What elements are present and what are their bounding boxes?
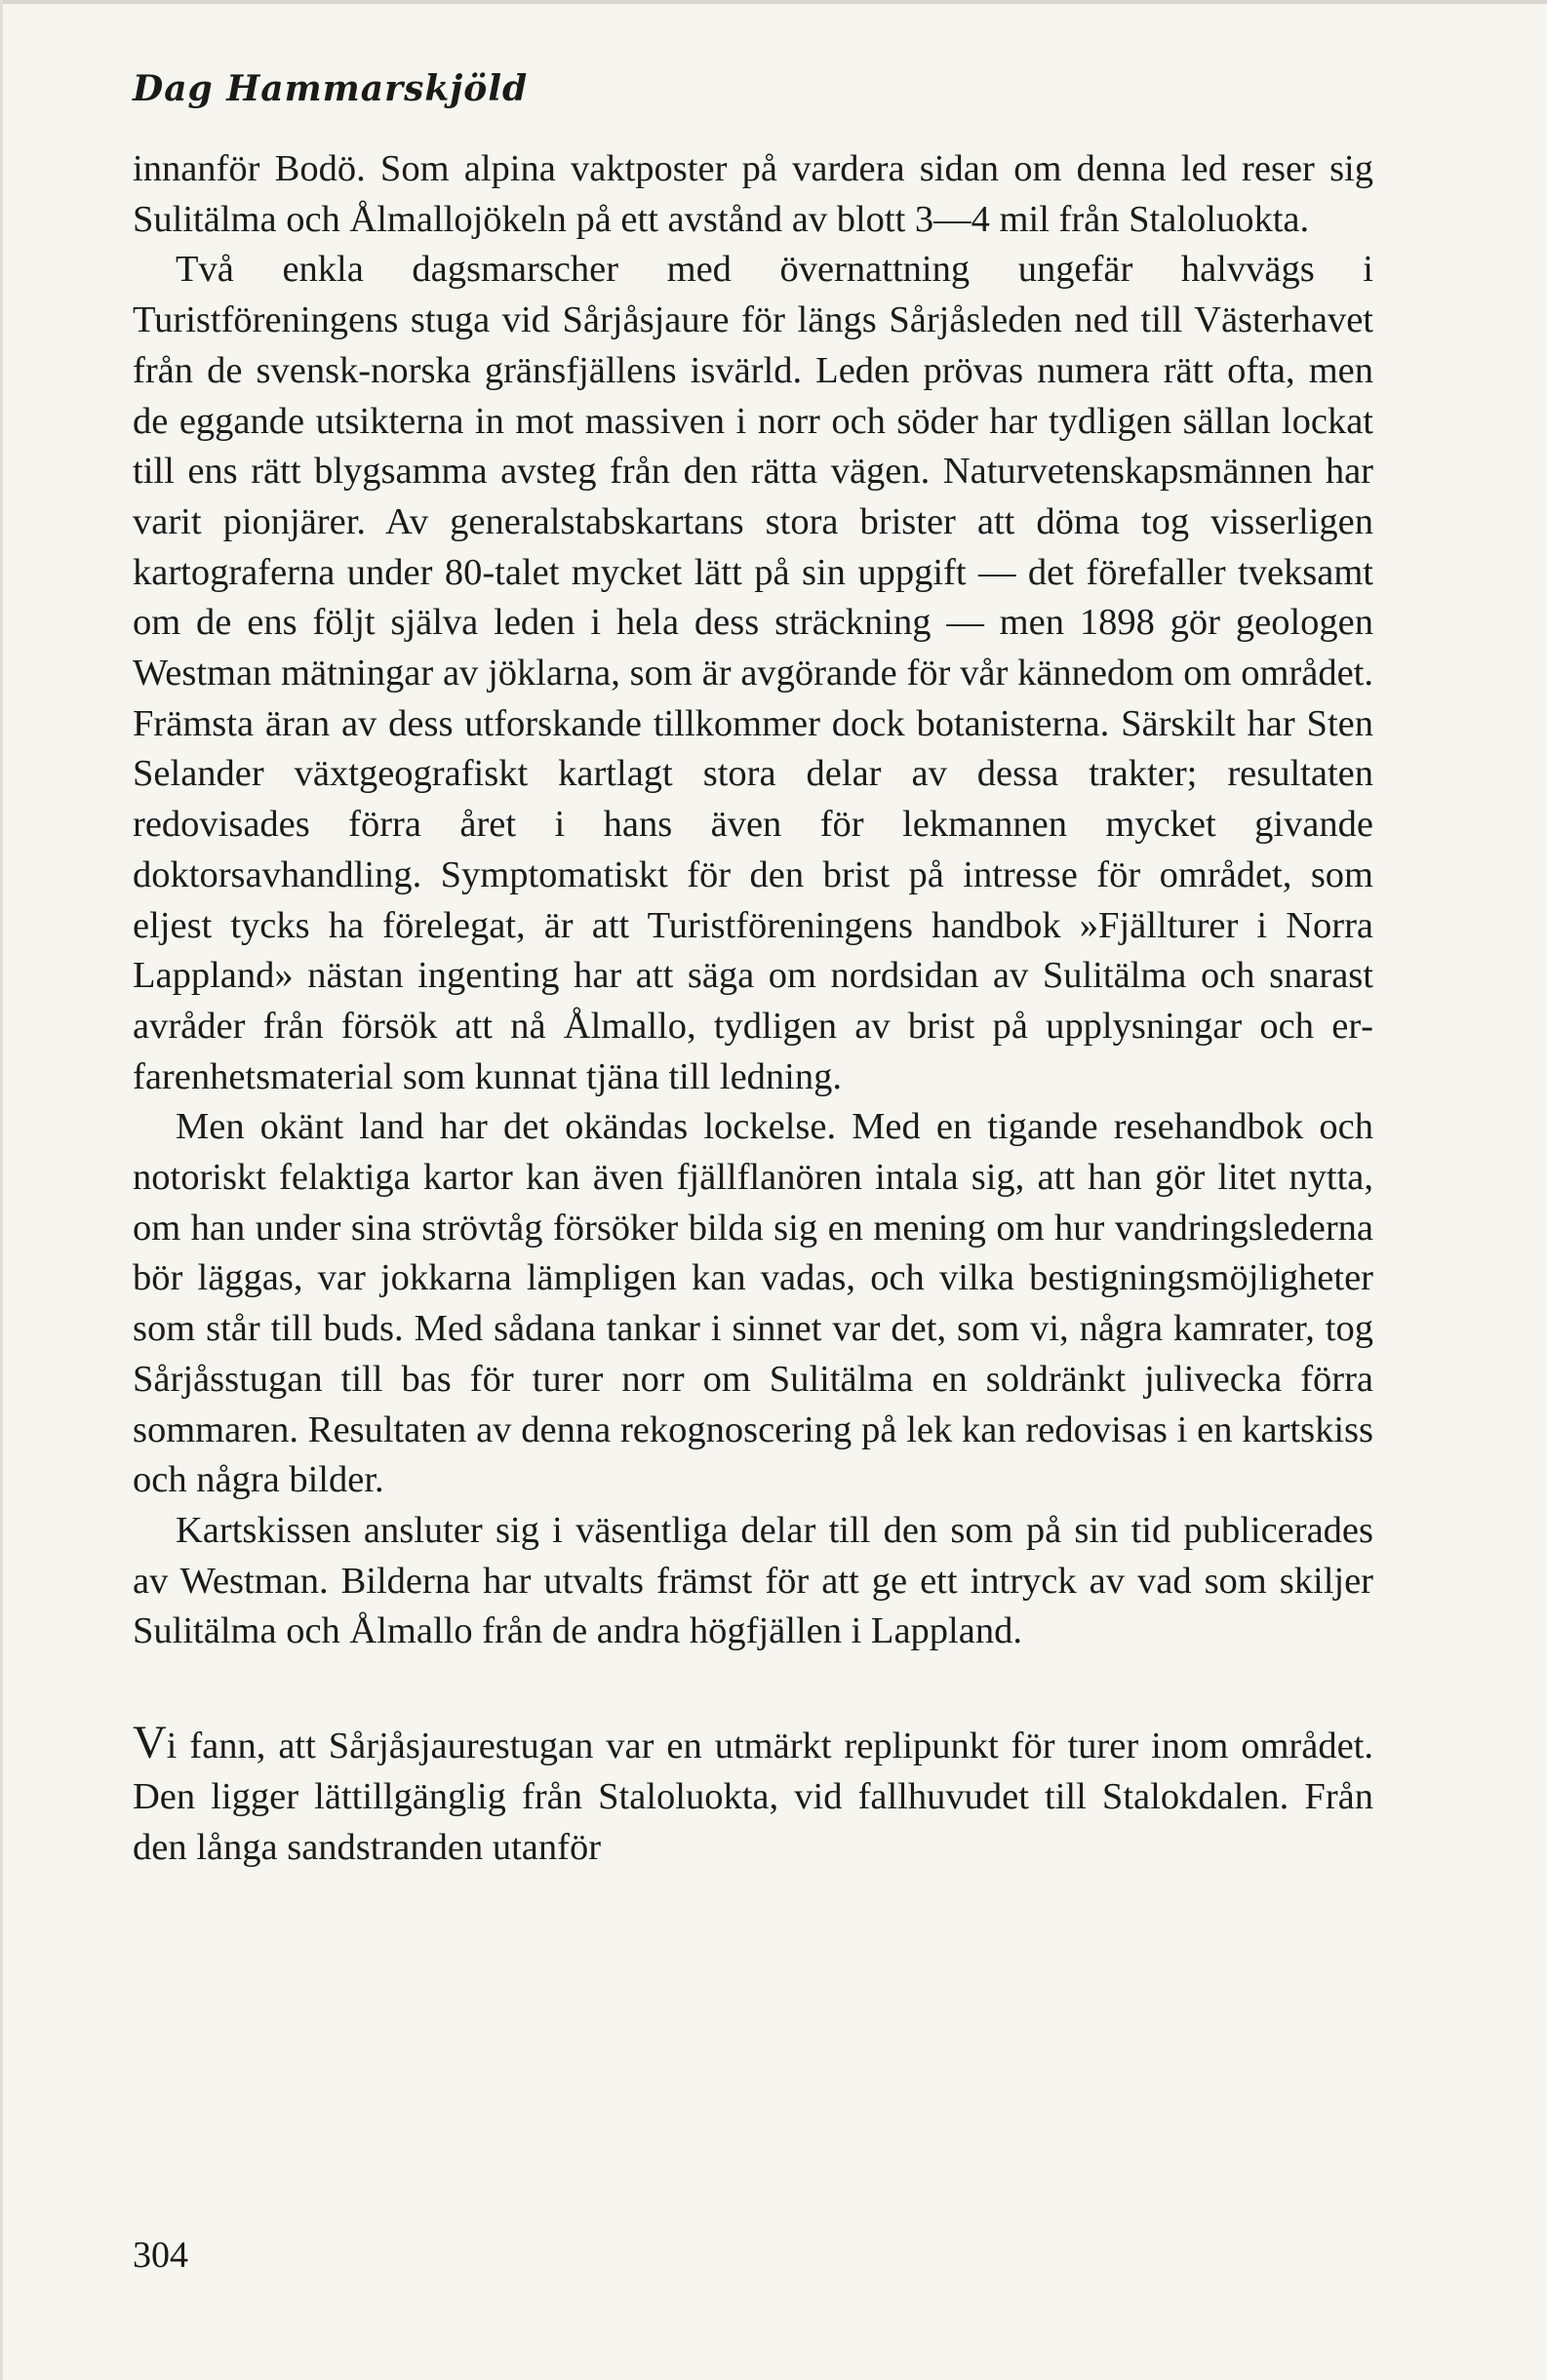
paragraph-2: Två enkla dagsmarscher med övernattning ungefär halvvägs i Turistföreningens stuga vid Sårjåsjaure för längs Sårjåsleden ned till Västerhavet från de svensk-norska gränsfjällens isvärld. Leden prövas numera rätt ofta, men de eggande utsikterna in mot massiven i norr och söder har tydligen sällan lockat till ens rätt blygsamma avsteg från den rätta vägen. Naturvetenskapsmännen har varit pionjärer. Av generalstabskartans stora brister att döma tog visserligen kartograferna under 80-talet mycket lätt på sin uppgift — det förefaller tveksamt om de ens följt själva leden i hela dess sträckning — men 1898 gör geologen Westman mätningar av jöklarna, som är avgörande för vår kännedom om området. Främsta äran av dess utforskande tillkommer dock botanisterna. Särskilt har Sten Selander växtgeografiskt kartlagt stora delar av dessa trakter; resultaten redovisades förra året i hans även för lekmannen mycket givande doktorsavhandling. Symptomatiskt för den brist på intresse för området, som eljest tycks ha förelegat, är att Turistföreningens handbok »Fjällturer i Norra Lappland» nästan ingenting har att säga om nordsidan av Sulitälma och snarast avråder från försök att nå Ålmallo, tydligen av brist på upplysningar och erfarenhetsmaterial som kunnat tjäna till ledning. (133, 249, 1373, 1097)
body-text (133, 144, 1373, 1873)
page-number: 304 (133, 2235, 188, 2276)
paragraph-3: Men okänt land har det okändas lockelse. Med en tigande resehandbok och notoriskt felaktiga kartor kan även fjällflanören intala sig, att han gör litet nytta, om han under sina strövtåg försöker bilda sig en mening om hur vandringslederna bör läggas, var jokkarna lämpligen kan vadas, och vilka bestigningsmöjligheter som står till buds. Med sådana tankar i sinnet var det, som vi, några kamrater, tog Sårjåsstugan till bas för turer norr om Sulitälma en soldränkt julivecka förra sommaren. Resultaten av denna rekognoscering på lek kan redovisas i en kartskiss och några bilder. (133, 1106, 1373, 1501)
running-head: Dag Hammarskjöld (133, 68, 529, 109)
paragraph-5-text: i fann, att Sårjåsjaurestugan var en utmärkt replipunkt för turer inom området. Den ligger lättillgänglig från Staloluokta, vid fallhuvudet till Stalokdalen. Från den långa sandstranden utanför (133, 1726, 1373, 1868)
section-initial: V (133, 1717, 167, 1769)
paragraph-1: innanför Bodö. Som alpina vaktposter på vardera sidan om denna led reser sig Sulitälma och Ålmallojökeln på ett avstånd av blott 3—4 mil från Staloluokta. (133, 148, 1373, 240)
top-edge-rule (0, 0, 1547, 4)
left-edge-rule (0, 0, 3, 2380)
paragraph-4: Kartskissen ansluter sig i väsentliga delar till den som på sin tid publicerades av Westman. Bilderna har utvalts främst för att ge ett intryck av vad som skiljer Sulitälma och Ålmallo från de andra högfjällen i Lappland. (133, 1509, 1373, 1652)
paragraph-5 (133, 1717, 1373, 1873)
section-break (133, 1657, 1373, 1722)
